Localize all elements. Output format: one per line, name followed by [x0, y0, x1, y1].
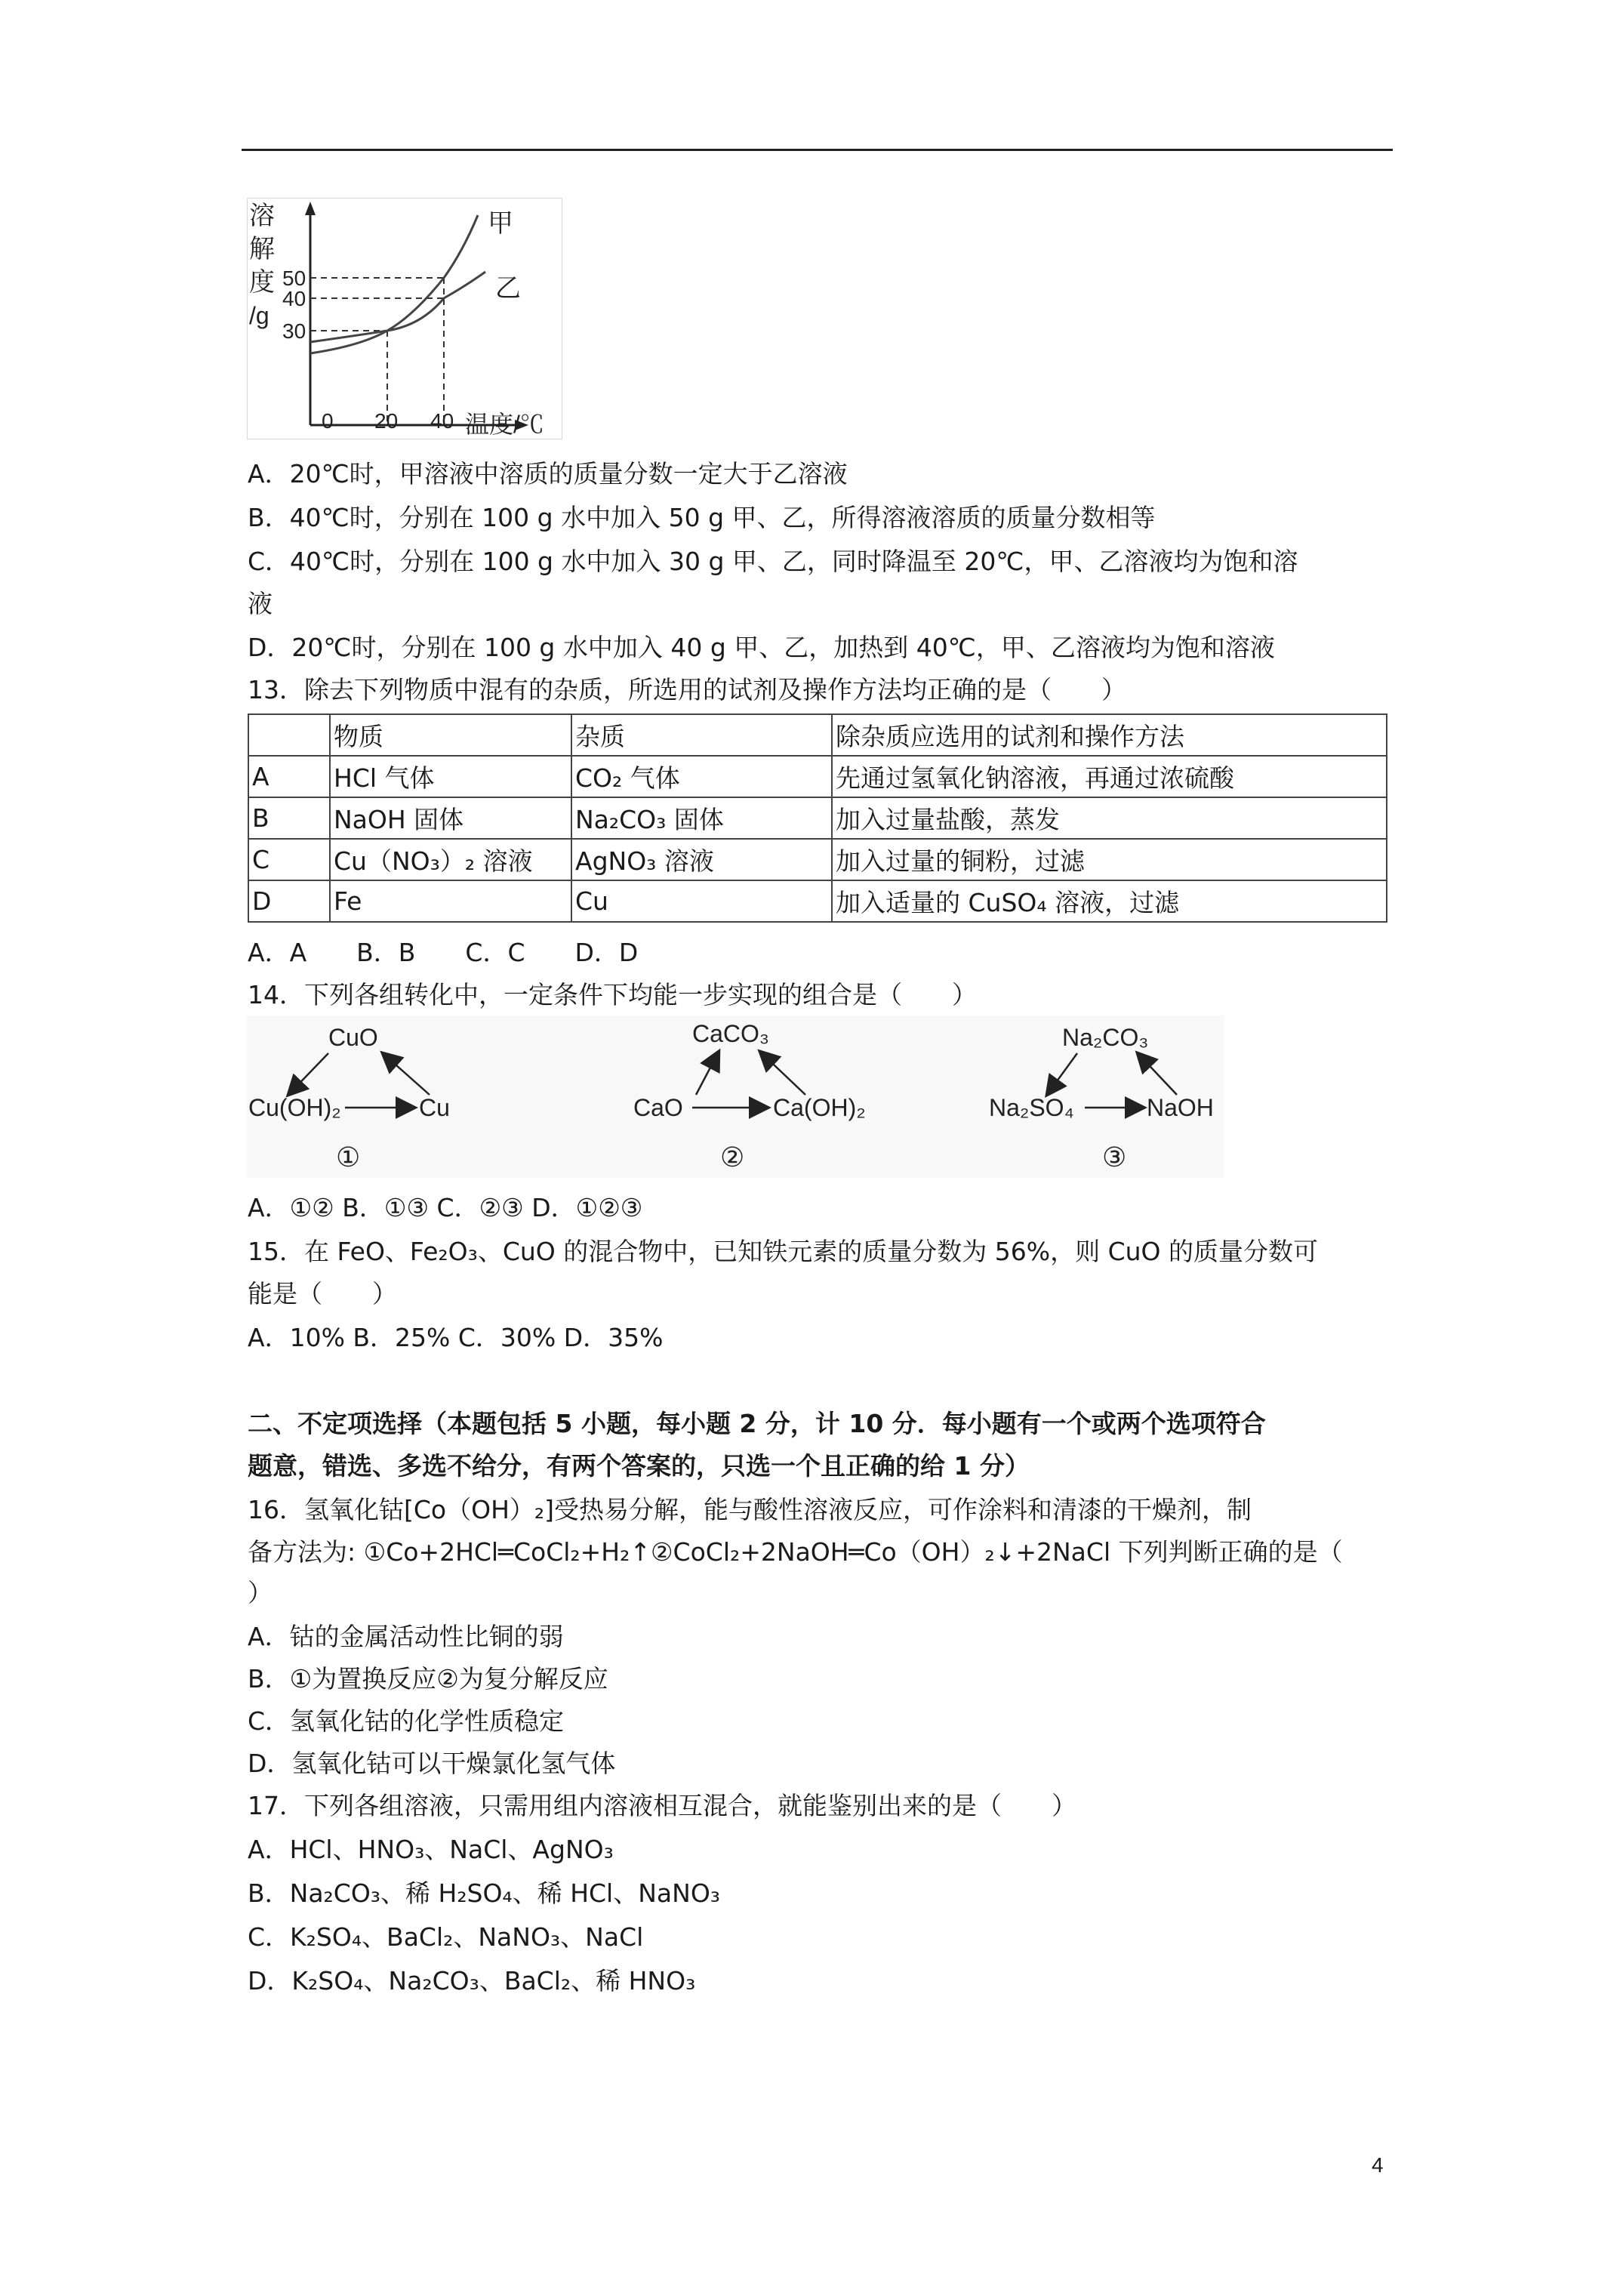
reaction-diagrams-svg — [247, 1015, 1224, 1178]
table-header-cell: 杂质 — [571, 714, 832, 756]
curve-jia — [310, 215, 478, 353]
table-cell: 加入适量的 CuSO₄ 溶液，过滤 — [832, 880, 1387, 922]
q17-option-d: D．K₂SO₄、Na₂CO₃、BaCl₂、稀 HNO₃ — [248, 1966, 696, 1996]
xtick-40: 40 — [430, 409, 454, 433]
g1-top: CuO — [328, 1024, 378, 1051]
q15-options: A．10% B．25% C．30% D．35% — [248, 1323, 664, 1352]
section2-heading-line2: 题意，错选、多选不给分，有两个答案的，只选一个且正确的给 1 分） — [248, 1451, 1030, 1481]
ylabel-char-2: 解 — [249, 235, 275, 264]
g3-arrow-right-top — [1138, 1053, 1177, 1095]
g1-arrow-top-left — [288, 1053, 328, 1095]
table-cell: D — [248, 880, 330, 922]
table-cell: B — [248, 797, 330, 839]
q16-option-d: D．氢氧化钴可以干燥氯化氢气体 — [248, 1749, 616, 1778]
q14-stem: 14．下列各组转化中，一定条件下均能一步实现的组合是（ ） — [248, 980, 977, 1009]
q16-option-a: A．钴的金属活动性比铜的弱 — [248, 1622, 564, 1651]
q16-stem-line2: 备方法为: ①Co+2HCl═CoCl₂+H₂↑②CoCl₂+2NaOH═Co（OH）₂↓+2NaCl 下列判断正确的是（ — [248, 1537, 1343, 1567]
curve-yi-label: 乙 — [495, 274, 521, 303]
g2-top: CaCO₃ — [692, 1020, 769, 1047]
table-cell: C — [248, 839, 330, 880]
g1-left: Cu(OH)₂ — [248, 1094, 341, 1121]
q16-stem-line1: 16．氢氧化钴[Co（OH）₂]受热易分解，能与酸性溶液反应，可作涂料和清漆的干燥剂，制 — [248, 1495, 1252, 1524]
g3-top: Na₂CO₃ — [1062, 1024, 1149, 1051]
table-cell: Fe — [330, 880, 571, 922]
g3-right: NaOH — [1147, 1094, 1214, 1121]
curve-yi — [310, 272, 485, 342]
q12-option-d: D．20℃时，分别在 100 g 水中加入 40 g 甲、乙，加热到 40℃，甲、乙溶液均为饱和溶液 — [248, 633, 1275, 662]
q13-table — [248, 713, 1387, 923]
q13-stem: 13．除去下列物质中混有的杂质，所选用的试剂及操作方法均正确的是（ ） — [248, 675, 1126, 704]
g1-right: Cu — [419, 1094, 450, 1121]
table-row — [248, 880, 1387, 922]
q17-option-a: A．HCl、HNO₃、NaCl、AgNO₃ — [248, 1835, 614, 1864]
table-row — [248, 756, 1387, 797]
xlabel: 温度/℃ — [465, 411, 544, 438]
xtick-0: 0 — [322, 409, 334, 433]
q12-option-b: B．40℃时，分别在 100 g 水中加入 50 g 甲、乙，所得溶液溶质的质量分数相等 — [248, 503, 1156, 532]
table-cell: Cu（NO₃）₂ 溶液 — [330, 839, 571, 880]
ytick-30: 30 — [282, 319, 306, 343]
solubility-graph-svg — [248, 199, 562, 439]
table-cell: AgNO₃ 溶液 — [571, 839, 832, 880]
solubility-graph — [247, 198, 562, 439]
ylabel-char-3: 度 — [249, 268, 275, 297]
q15-stem-line2: 能是（ ） — [248, 1279, 397, 1308]
q17-option-b: B．Na₂CO₃、稀 H₂SO₄、稀 HCl、NaNO₃ — [248, 1878, 721, 1908]
ytick-40: 40 — [282, 287, 306, 310]
g2-number: ② — [720, 1142, 745, 1173]
q14-options: A．①② B．①③ C．②③ D．①②③ — [248, 1193, 643, 1222]
q12-option-a: A．20℃时，甲溶液中溶质的质量分数一定大于乙溶液 — [248, 459, 848, 488]
g1-number: ① — [336, 1142, 361, 1173]
g3-arrow-top-left — [1047, 1053, 1077, 1095]
section2-heading-line1: 二、不定项选择（本题包括 5 小题，每小题 2 分，计 10 分．每小题有一个或两个选项符合 — [248, 1409, 1266, 1438]
table-row — [248, 797, 1387, 839]
table-cell: NaOH 固体 — [330, 797, 571, 839]
q12-option-c-line1: C．40℃时，分别在 100 g 水中加入 30 g 甲、乙，同时降温至 20℃，甲、乙溶液均为饱和溶 — [248, 547, 1298, 576]
q17-stem: 17．下列各组溶液，只需用组内溶液相互混合，就能鉴别出来的是（ ） — [248, 1791, 1076, 1820]
table-header-cell: 除杂质应选用的试剂和操作方法 — [832, 714, 1387, 756]
q15-stem-line1: 15．在 FeO、Fe₂O₃、CuO 的混合物中，已知铁元素的质量分数为 56%，则 CuO 的质量分数可 — [248, 1237, 1319, 1266]
ylabel-char-1: 溶 — [249, 202, 275, 230]
g2-arrow-left-top — [696, 1052, 719, 1095]
table-cell: Na₂CO₃ 固体 — [571, 797, 832, 839]
q17-option-c: C．K₂SO₄、BaCl₂、NaNO₃、NaCl — [248, 1922, 644, 1952]
g3-left: Na₂SO₄ — [989, 1094, 1074, 1121]
g2-right: Ca(OH)₂ — [773, 1094, 866, 1121]
table-cell: CO₂ 气体 — [571, 756, 832, 797]
g1-arrow-right-top — [383, 1053, 430, 1095]
table-cell: 加入过量盐酸，蒸发 — [832, 797, 1387, 839]
g2-arrow-right-top — [760, 1052, 805, 1095]
ylabel-char-4: /g — [249, 302, 269, 329]
table-row — [248, 839, 1387, 880]
table-header-row — [248, 714, 1387, 756]
ytick-50: 50 — [282, 267, 306, 290]
g2-left: CaO — [633, 1094, 683, 1121]
table-cell: Cu — [571, 880, 832, 922]
table-cell: HCl 气体 — [330, 756, 571, 797]
q14-reaction-diagrams — [247, 1015, 1224, 1178]
page-number: 4 — [1372, 2153, 1384, 2177]
header-rule — [242, 149, 1393, 151]
q16-option-c: C．氢氧化钴的化学性质稳定 — [248, 1706, 565, 1736]
q12-option-c-line2: 液 — [248, 589, 273, 618]
table-cell: 加入过量的铜粉，过滤 — [832, 839, 1387, 880]
q13-options: A．A B．B C．C D．D — [248, 938, 639, 967]
g3-number: ③ — [1102, 1142, 1127, 1173]
q16-stem-line3: ） — [248, 1578, 273, 1607]
table-cell: 先通过氢氧化钠溶液，再通过浓硫酸 — [832, 756, 1387, 797]
table-header-cell: 物质 — [330, 714, 571, 756]
xtick-20: 20 — [374, 409, 399, 433]
curve-jia-label: 甲 — [488, 209, 513, 238]
table-cell: A — [248, 756, 330, 797]
table-header-cell — [248, 714, 330, 756]
q16-option-b: B．①为置换反应②为复分解反应 — [248, 1664, 608, 1693]
